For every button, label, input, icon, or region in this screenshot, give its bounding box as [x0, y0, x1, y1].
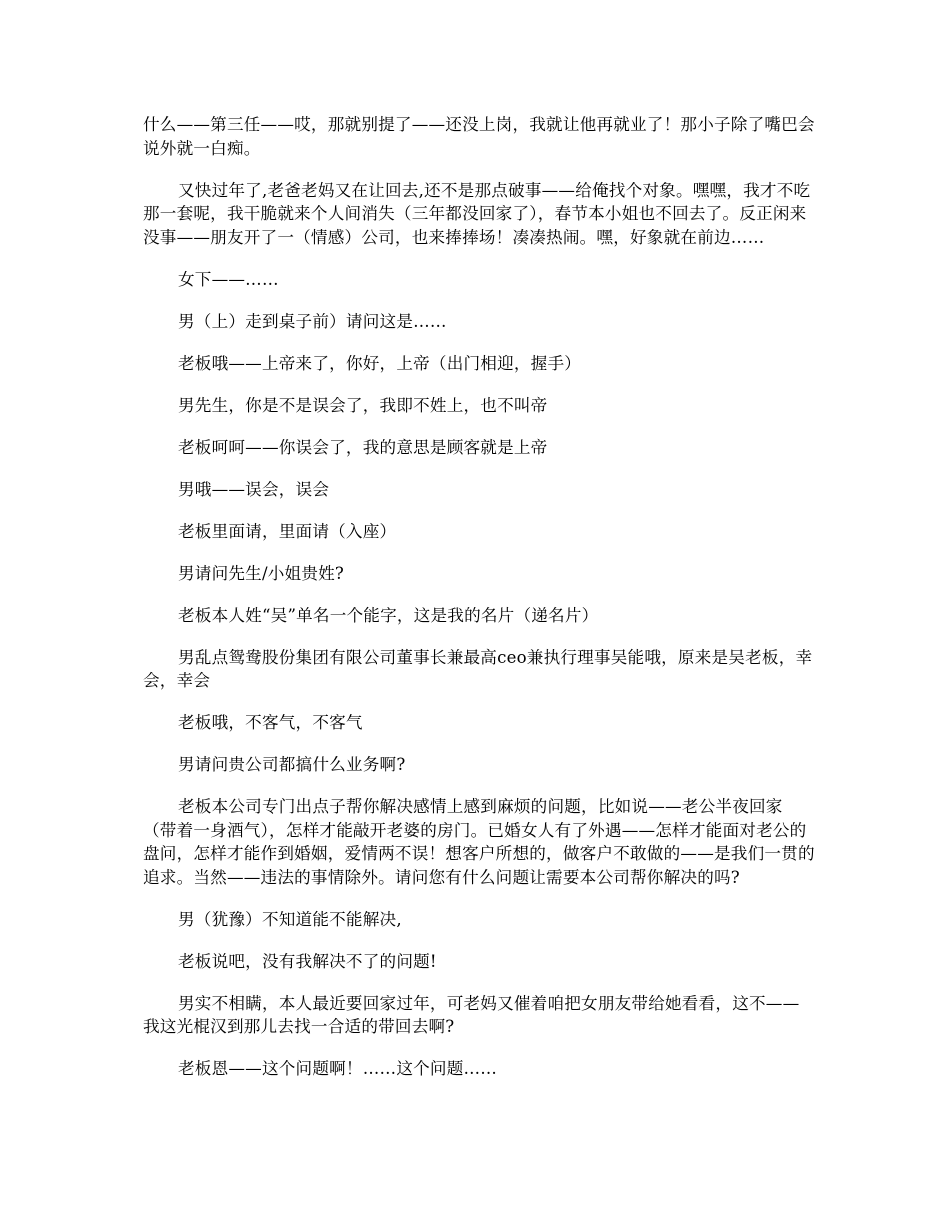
paragraph: 老板哦——上帝来了，你好，上帝（出门相迎，握手） — [178, 353, 582, 373]
paragraph: 男哦——误会，误会 — [178, 479, 330, 499]
paragraph: 男实不相瞒，本人最近要回家过年，可老妈又催着咱把女朋友带给她看看，这不——我这光棍汉到那儿去找一合适的带回去啊? — [143, 993, 800, 1036]
paragraph: 老板本公司专门出点子帮你解决感情上感到麻烦的问题，比如说——老公半夜回家（带着一身酒气），怎样才能敲开老婆的房门。已婚女人有了外遇——怎样才能面对老公的盘问，怎样才能作到婚姻，爱情两不误！想客户所想的，做客户不敢做的——是我们一贯的追求。当然——违法的事情除外。请问您有什么问题让需要本公司帮你解决的吗? — [143, 797, 815, 887]
paragraph: 女下——…… — [178, 269, 279, 289]
paragraph: 又快过年了,老爸老妈又在让回去,还不是那点破事——给俺找个对象。嘿嘿，我才不吃那一套呢，我干脆就来个人间消失（三年都没回家了），春节本小姐也不回去了。反正闲来没事——朋友开了一（情感）公司，也来捧捧场！凑凑热闹。嘿，好象就在前边…… — [143, 180, 811, 247]
paragraph: 男乱点鸳鸯股份集团有限公司董事长兼最高ceo兼执行理事吴能哦，原来是吴老板，幸会，幸会 — [143, 647, 813, 690]
paragraph: 老板说吧，没有我解决不了的问题! — [178, 951, 437, 971]
paragraph: 男先生，你是不是误会了，我即不姓上，也不叫帝 — [178, 395, 548, 415]
paragraph: 男（上）走到桌子前）请问这是…… — [178, 311, 447, 331]
paragraph: 老板恩——这个问题啊！……这个问题…… — [178, 1059, 498, 1078]
paragraph: 男请问先生/小姐贵姓? — [178, 563, 345, 583]
paragraph: 老板里面请，里面请（入座） — [178, 521, 397, 541]
paragraph: 男（犹豫）不知道能不能解决, — [178, 909, 402, 929]
paragraph: 老板呵呵——你误会了，我的意思是顾客就是上帝 — [178, 437, 548, 457]
paragraph: 老板本人姓“吴”单名一个能字，这是我的名片（递名片） — [178, 605, 599, 625]
paragraph: 老板哦，不客气，不客气 — [178, 713, 363, 732]
paragraph: 男请问贵公司都搞什么业务啊? — [178, 755, 406, 774]
document-body — [143, 113, 815, 1099]
paragraph: 什么——第三任——哎，那就别提了——还没上岗，我就让他再就业了！那小子除了嘴巴会说外就一白痴。 — [143, 115, 815, 158]
